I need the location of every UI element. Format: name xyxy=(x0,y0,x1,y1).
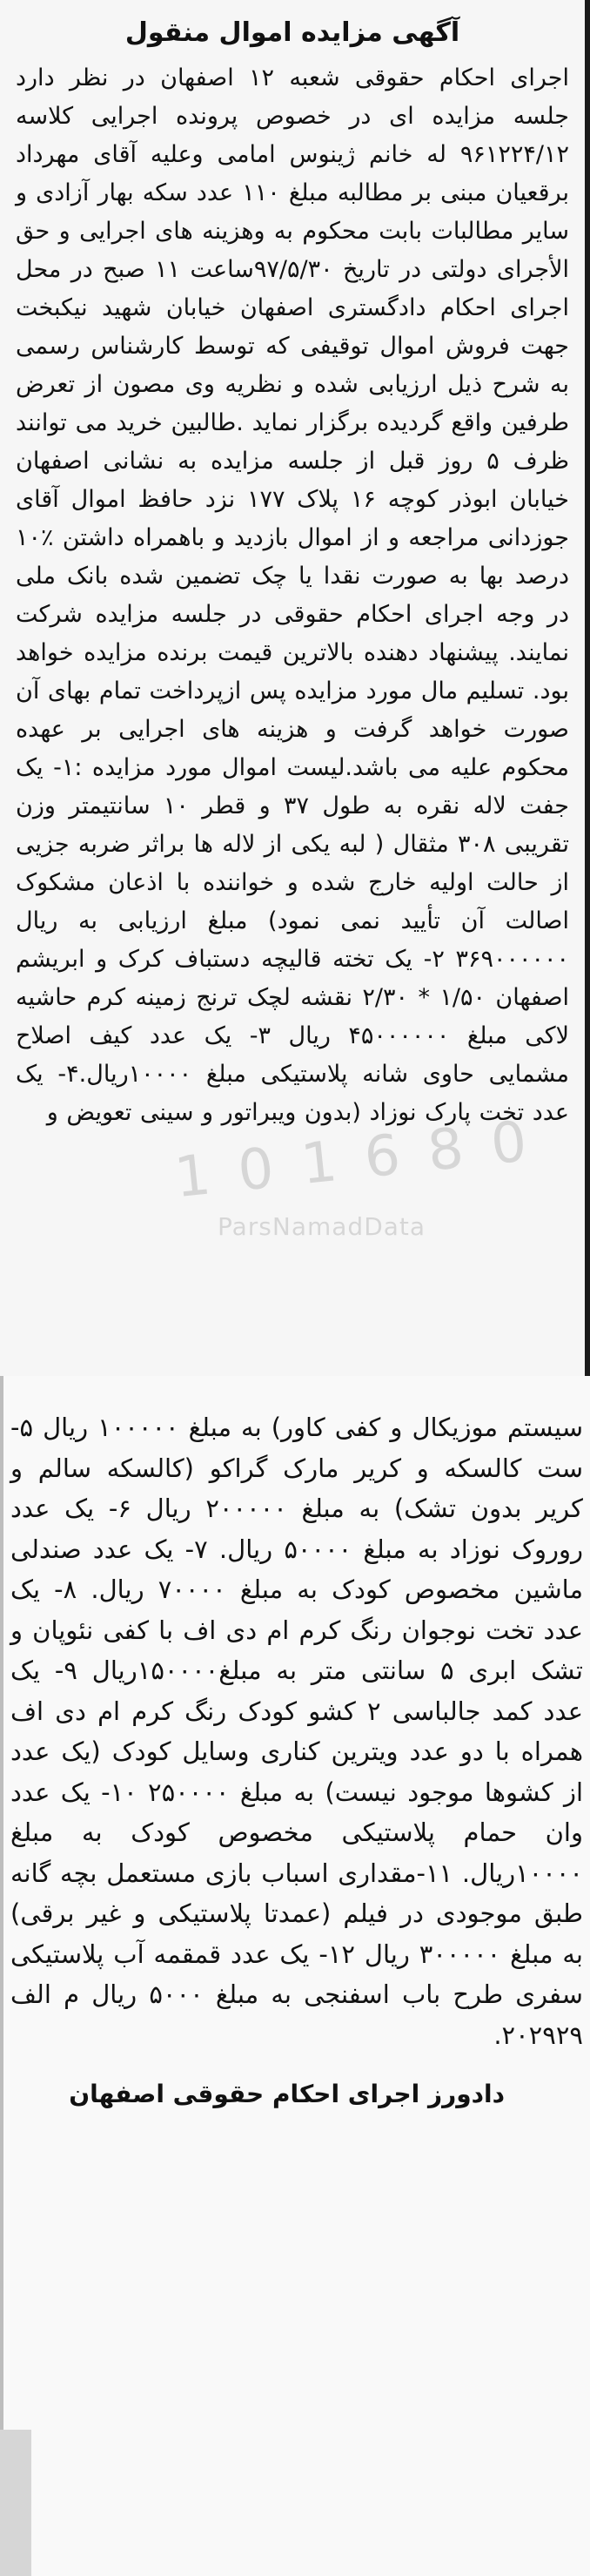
notice-title: آگهی مزایده اموال منقول xyxy=(124,17,460,48)
scan-corner-mark xyxy=(0,2430,31,2576)
notice-body-part-2: سیستم موزیکال و کفی کاور) به مبلغ ۱۰۰۰۰۰ ریال ۵- ست کالسکه و کریر مارک گراکو (کالسکه سالم و کریر بدون تشک) به مبلغ ۲۰۰۰۰۰ ریال ۶- یک عدد روروک نوزاد به مبلغ ۵۰۰۰۰ ریال. ۷- یک عدد صندلی ماشین مخصوص کودک به مبلغ ۷۰۰۰۰ ریال. ۸- یک عدد تخت نوجوان رنگ کرم ام دی اف با کفی نئوپان و تشک ابری ۵ سانتی متر به مبلغ۱۵۰۰۰۰ریال ۹- یک عدد کمد جالباسی ۲ کشو کودک رنگ کرم ام دی اف همراه با دو عدد ویترین کناری وسایل کودک (یک عدد از کشوها موجود نیست) به مبلغ ۲۵۰۰۰۰ ۱۰- یک عدد وان حمام پلاستیکی مخصوص کودک به مبلغ ۱۰۰۰۰ریال. ۱۱-مقداری اسباب بازی مستعمل بچه گانه طبق موجودی در فیلم (عمدتا پلاستیکی و غیر برقی) به مبلغ ۳۰۰۰۰۰ ریال ۱۲- یک عدد قمقمه آب پلاستیکی سفری طرح باب اسفنجی به مبلغ ۵۰۰۰ ریال م الف ۲۰۲۹۲۹. xyxy=(10,1413,584,2050)
notice-signature: دادورز اجرای احکام حقوقی اصفهان xyxy=(69,2080,505,2108)
newspaper-clipping-part-2 xyxy=(0,1376,590,2576)
notice-body-part-1: اجرای احکام حقوقی شعبه ۱۲ اصفهان در نظر دارد جلسه مزایده ای در خصوص پرونده اجرایی کلاسه ۹۶۱۲۲۴/۱۲ له خانم ژینوس امامی وعلیه آقای مهرداد برقعیان مبنی بر مطالبه مبلغ ۱۱۰ عدد سکه بهار آزادی و سایر مطالبات بابت محکوم به وهزینه های اجرایی و حق الأجرای دولتی در تاریخ ۹۷/۵/۳۰ساعت ۱۱ صبح در محل اجرای احکام دادگستری اصفهان خیابان شهید نیکبخت جهت فروش اموال توقیفی که توسط کارشناس رسمی به شرح ذیل ارزیابی شده و نظریه وی مصون از تعرض طرفین واقع گردیده برگزار نماید .طالبین خرید می توانند ظرف ۵ روز قبل از جلسه مزایده به نشانی اصفهان خیابان ابوذر کوچه ۱۶ پلاک ۱۷۷ نزد حافظ اموال آقای جوزدانی مراجعه و از اموال بازدید و باهمراه داشتن ٪۱۰ درصد بها به صورت نقدا یا چک تضمین شده بانک ملی در وجه اجرای احکام حقوقی در جلسه مزایده شرکت نمایند. پیشنهاد دهنده بالاترین قیمت برنده مزایده خواهد بود. تسلیم مال مورد مزایده پس ازپرداخت تمام بهای آن صورت خواهد گرفت و هزینه های اجرایی بر عهده محکوم علیه می باشد.لیست اموال مورد مزایده :۱- یک جفت لاله نقره به طول ۳۷ و قطر ۱۰ سانتیمتر وزن تقریبی ۳۰۸ مثقال ( لبه یکی از لاله ها براثر ضربه جزیی از حالت اولیه خارج شده و خواننده با اذعان مشکوک اصالت آن تأیید نمی نمود) مبلغ ارزیابی به ریال ۳۶۹۰۰۰۰۰۰ ۲- یک تخته قالیچه دستباف کرک و ابریشم اصفهان ۱/۵۰ * ۲/۳۰ نقشه لچک ترنج زمینه کرم حاشیه لاکی مبلغ ۴۵۰۰۰۰۰۰ ریال ۳- یک عدد کیف اصلاح مشمایی حاوی شانه پلاستیکی مبلغ ۱۰۰۰۰ریال.۴- یک عدد تخت پارک نوزاد (بدون ویبراتور و سینی تعویض و xyxy=(16,64,570,1126)
